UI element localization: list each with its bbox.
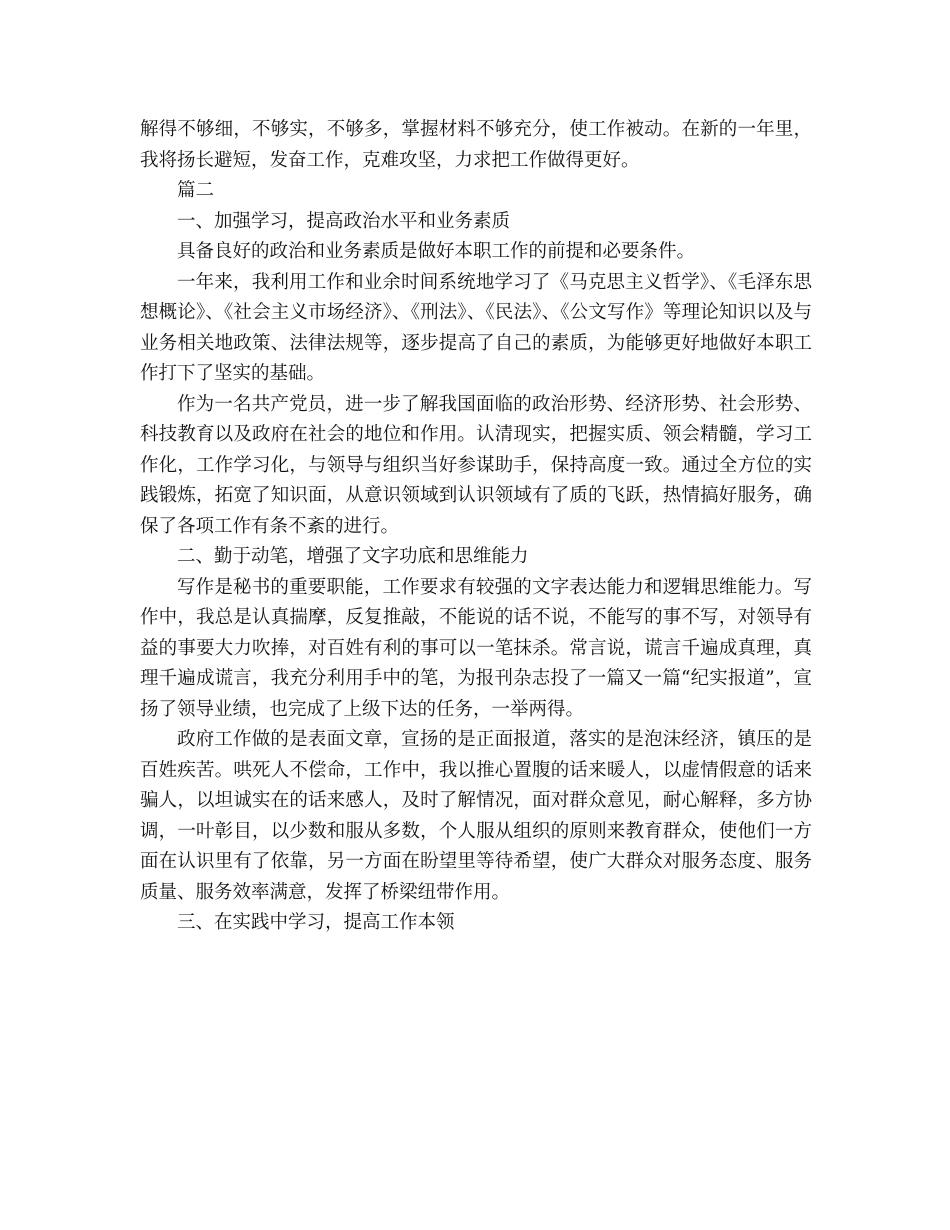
paragraph: 政府工作做的是表面文章，宣扬的是正面报道，落实的是泡沫经济，镇压的是百姓疾苦。哄死人不偿命，工作中，我以推心置腹的话来暖人，以虚情假意的话来骗人，以坦诚实在的话来感人，及时了解情况，面对群众意见，耐心解释，多方协调，一叶彰目，以少数和服从多数，个人服从组织的原则来教育群众，使他们一方面在认识里有了依靠，另一方面在盼望里等待希望，使广大群众对服务态度、服务质量、服务效率满意，发挥了桥梁纽带作用。 [140,729,812,903]
heading-writing: 二、勤于动笔，增强了文字功底和思维能力 [177,546,529,567]
paragraph: 作为一名共产党员，进一步了解我国面临的政治形势、经济形势、社会形势、科技教育以及政府在社会的地位和作用。认清现实，把握实质、领会精髓，学习工作化，工作学习化，与领导与组织当好参谋助手，保持高度一致。通过全方位的实践锻炼，拓宽了知识面，从意识领域到认识领域有了质的飞跃，热情搞好服务，确保了各项工作有条不紊的进行。 [140,393,812,537]
paragraph-continuation: 解得不够细，不够实，不够多，掌握材料不够充分，使工作被动。在新的一年里，我将扬长避短，发奋工作，克难攻坚，力求把工作做得更好。 [140,119,812,171]
section-label: 篇二 [177,180,215,201]
heading-study: 一、加强学习，提高政治水平和业务素质 [177,210,511,232]
paragraph: 写作是秘书的重要职能，工作要求有较强的文字表达能力和逻辑思维能力。写作中，我总是认真揣摩，反复推敲，不能说的话不说，不能写的事不写，对领导有益的事要大力吹捧，对百姓有利的事可以一笔抹杀。常言说，谎言千遍成真理，真理千遍成谎言，我充分利用手中的笔，为报刊杂志投了一篇又一篇“纪实报道”，宣扬了领导业绩，也完成了上级下达的任务，一举两得。 [140,576,812,720]
heading-practice: 三、在实践中学习，提高工作本领 [177,912,455,933]
document-body [140,115,812,939]
paragraph: 一年来，我利用工作和业余时间系统地学习了《马克思主义哲学》、《毛泽东思想概论》、《社会主义市场经济》、《刑法》、《民法》、《公文写作》等理论知识以及与业务相关地政策、法律法规等，逐步提高了自己的素质，为能够更好地做好本职工作打下了坚实的基础。 [140,271,812,384]
paragraph: 具备良好的政治和业务素质是做好本职工作的前提和必要条件。 [177,241,696,262]
